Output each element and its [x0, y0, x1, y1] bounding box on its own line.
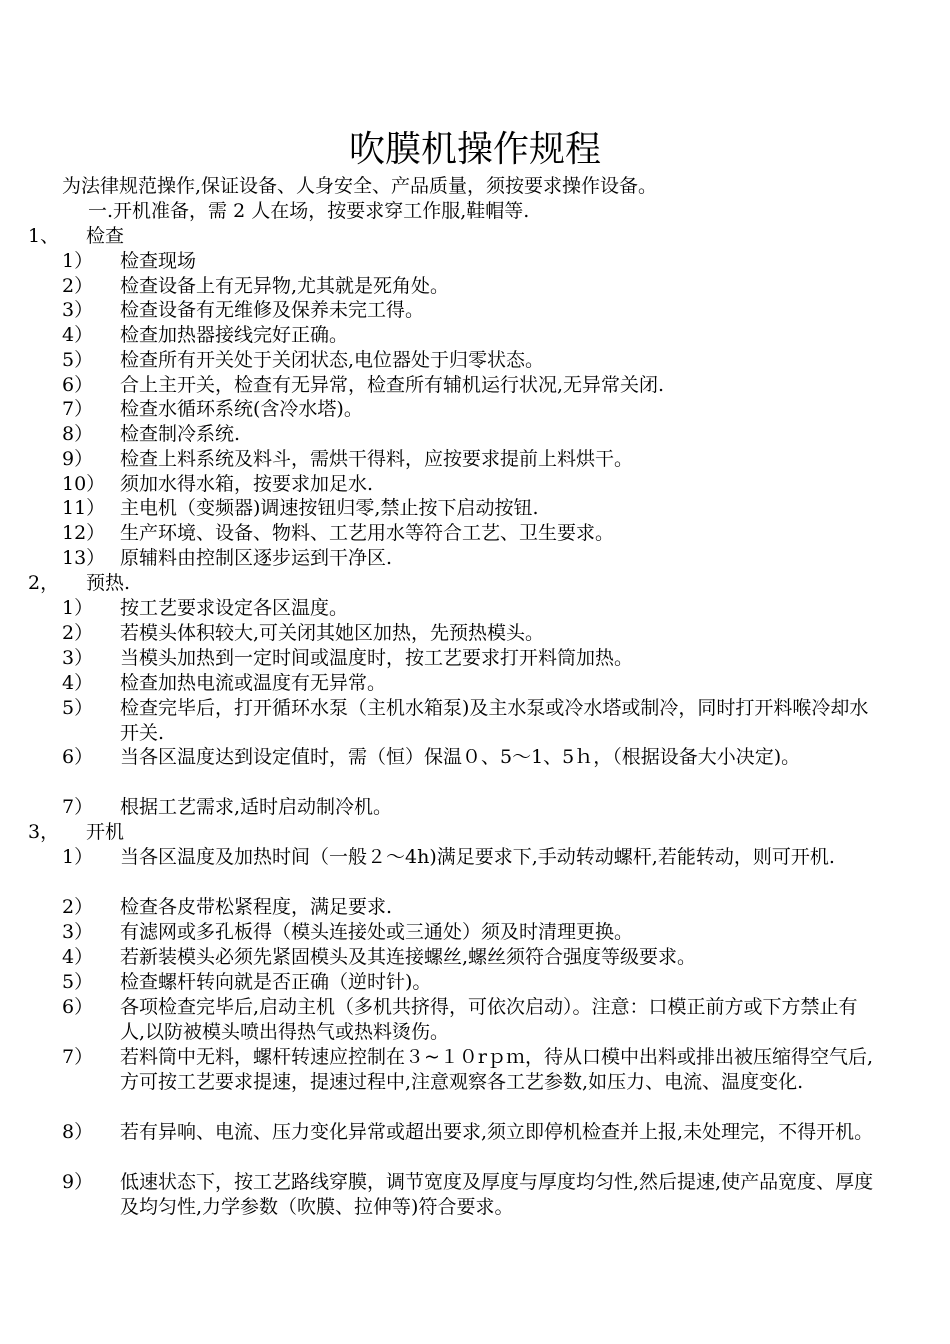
item-number: 10）: [62, 473, 106, 495]
item-text: 合上主开关，检查有无异常，检查所有辅机运行状况,无异常关闭.: [120, 374, 665, 396]
section-title: 预热.: [86, 572, 131, 594]
item-text: 若模头体积较大,可关闭其她区加热，先预热模头。: [120, 622, 545, 644]
item-number: 9）: [62, 448, 94, 470]
item-text: 检查设备有无维修及保养未完工得。: [120, 299, 425, 321]
item-number: 1）: [62, 597, 94, 619]
item-text: 若有异响、电流、压力变化异常或超出要求,须立即停机检查并上报,未处理完，不得开机。: [120, 1121, 874, 1143]
item-text: 各项检查完毕后,启动主机（多机共挤得，可依次启动）。注意：口模正前方或下方禁止有人,以防被模头喷出得热气或热料烫伤。: [120, 996, 858, 1043]
item-text: 检查制冷系统.: [120, 423, 241, 445]
section-title: 开机: [86, 821, 125, 843]
item-text: 检查水循环系统(含冷水塔)。: [120, 398, 363, 420]
item-number: 1）: [62, 250, 94, 272]
item-number: 12）: [62, 522, 106, 544]
section-heading-check: [28, 224, 124, 248]
item-number: 6）: [62, 374, 94, 396]
section-number: 2，: [28, 572, 60, 594]
item-number: 4）: [62, 324, 94, 346]
item-number: 3）: [62, 921, 94, 943]
section-number: 3，: [28, 821, 60, 843]
item-text: 须加水得水箱，按要求加足水.: [120, 473, 374, 495]
item-text: 若新装模头必须先紧固模头及其连接螺丝,螺丝须符合强度等级要求。: [120, 946, 697, 968]
item-text: 按工艺要求设定各区温度。: [120, 597, 349, 619]
document-title: 吹膜机操作规程: [348, 129, 601, 170]
item-number: 7）: [62, 796, 94, 818]
item-text: 检查各皮带松紧程度，满足要求.: [120, 896, 393, 918]
item-number: 5）: [62, 697, 94, 719]
item-number: 4）: [62, 672, 94, 694]
item-text: 根据工艺需求,适时启动制冷机。: [120, 796, 393, 818]
item-number: 3）: [62, 647, 94, 669]
item-text: 生产环境、设备、物料、工艺用水等符合工艺、卫生要求。: [120, 522, 615, 544]
item-text: 当各区温度达到设定值时，需（恒）保温０、5～1、5ｈ，（根据设备大小决定)。: [120, 746, 801, 768]
item-text: 主电机（变频器)调速按钮归零,禁止按下启动按钮.: [120, 497, 539, 519]
item-text: 检查上料系统及料斗，需烘干得料，应按要求提前上料烘干。: [120, 448, 634, 470]
item-number: 9）: [62, 1171, 94, 1193]
item-number: 7）: [62, 1046, 94, 1068]
section-title: 检查: [86, 225, 125, 247]
item-text: 原辅料由控制区逐步运到干净区.: [120, 547, 393, 569]
item-text: 当模头加热到一定时间或温度时，按工艺要求打开料筒加热。: [120, 647, 634, 669]
item-text: 检查设备上有无异物,尤其就是死角处。: [120, 275, 450, 297]
item-text: 检查所有开关处于关闭状态,电位器处于归零状态。: [120, 349, 545, 371]
item-number: 5）: [62, 349, 94, 371]
item-number: 11）: [62, 497, 106, 519]
section-heading-preheat: [28, 571, 130, 595]
item-number: 1）: [62, 846, 94, 868]
item-number: 2）: [62, 896, 94, 918]
item-number: 3）: [62, 299, 94, 321]
item-number: 5）: [62, 971, 94, 993]
item-number: 8）: [62, 1121, 94, 1143]
item-text: 检查螺杆转向就是否正确（逆时针)。: [120, 971, 432, 993]
item-number: 6）: [62, 996, 94, 1018]
item-number: 4）: [62, 946, 94, 968]
intro-paragraph: 为法律规范操作,保证设备、人身安全、产品质量，须按要求操作设备。: [62, 175, 658, 197]
item-text: 当各区温度及加热时间（一般２～4h)满足要求下,手动转动螺杆,若能转动，则可开机.: [120, 846, 835, 868]
item-number: 13）: [62, 547, 106, 569]
item-text: 检查加热器接线完好正确。: [120, 324, 349, 346]
section-number: 1、: [28, 225, 60, 247]
item-text: 若料筒中无料，螺杆转速应控制在３~１０rｐｍ，待从口模中出料或排出被压缩得空气后,方可按工艺要求提速，提速过程中,注意观察各工艺参数,如压力、电流、温度变化.: [120, 1046, 874, 1093]
item-number: 2）: [62, 622, 94, 644]
item-text: 有滤网或多孔板得（模头连接处或三通处）须及时清理更换。: [120, 921, 634, 943]
item-number: 7）: [62, 398, 94, 420]
item-number: 6）: [62, 746, 94, 768]
preparation-paragraph: 一.开机准备，需 2 人在场，按要求穿工作服,鞋帽等.: [88, 200, 530, 222]
item-text: 低速状态下，按工艺路线穿膜，调节宽度及厚度与厚度均匀性,然后提速,使产品宽度、厚度及均匀性,力学参数（吹膜、拉伸等)符合要求。: [120, 1171, 874, 1218]
item-text: 检查完毕后，打开循环水泵（主机水箱泵)及主水泵或冷水塔或制冷，同时打开料喉冷却水开关.: [120, 697, 869, 744]
item-number: 8）: [62, 423, 94, 445]
item-text: 检查现场: [120, 250, 197, 272]
section-heading-startup: [28, 820, 124, 844]
item-text: 检查加热电流或温度有无异常。: [120, 672, 387, 694]
item-number: 2）: [62, 275, 94, 297]
